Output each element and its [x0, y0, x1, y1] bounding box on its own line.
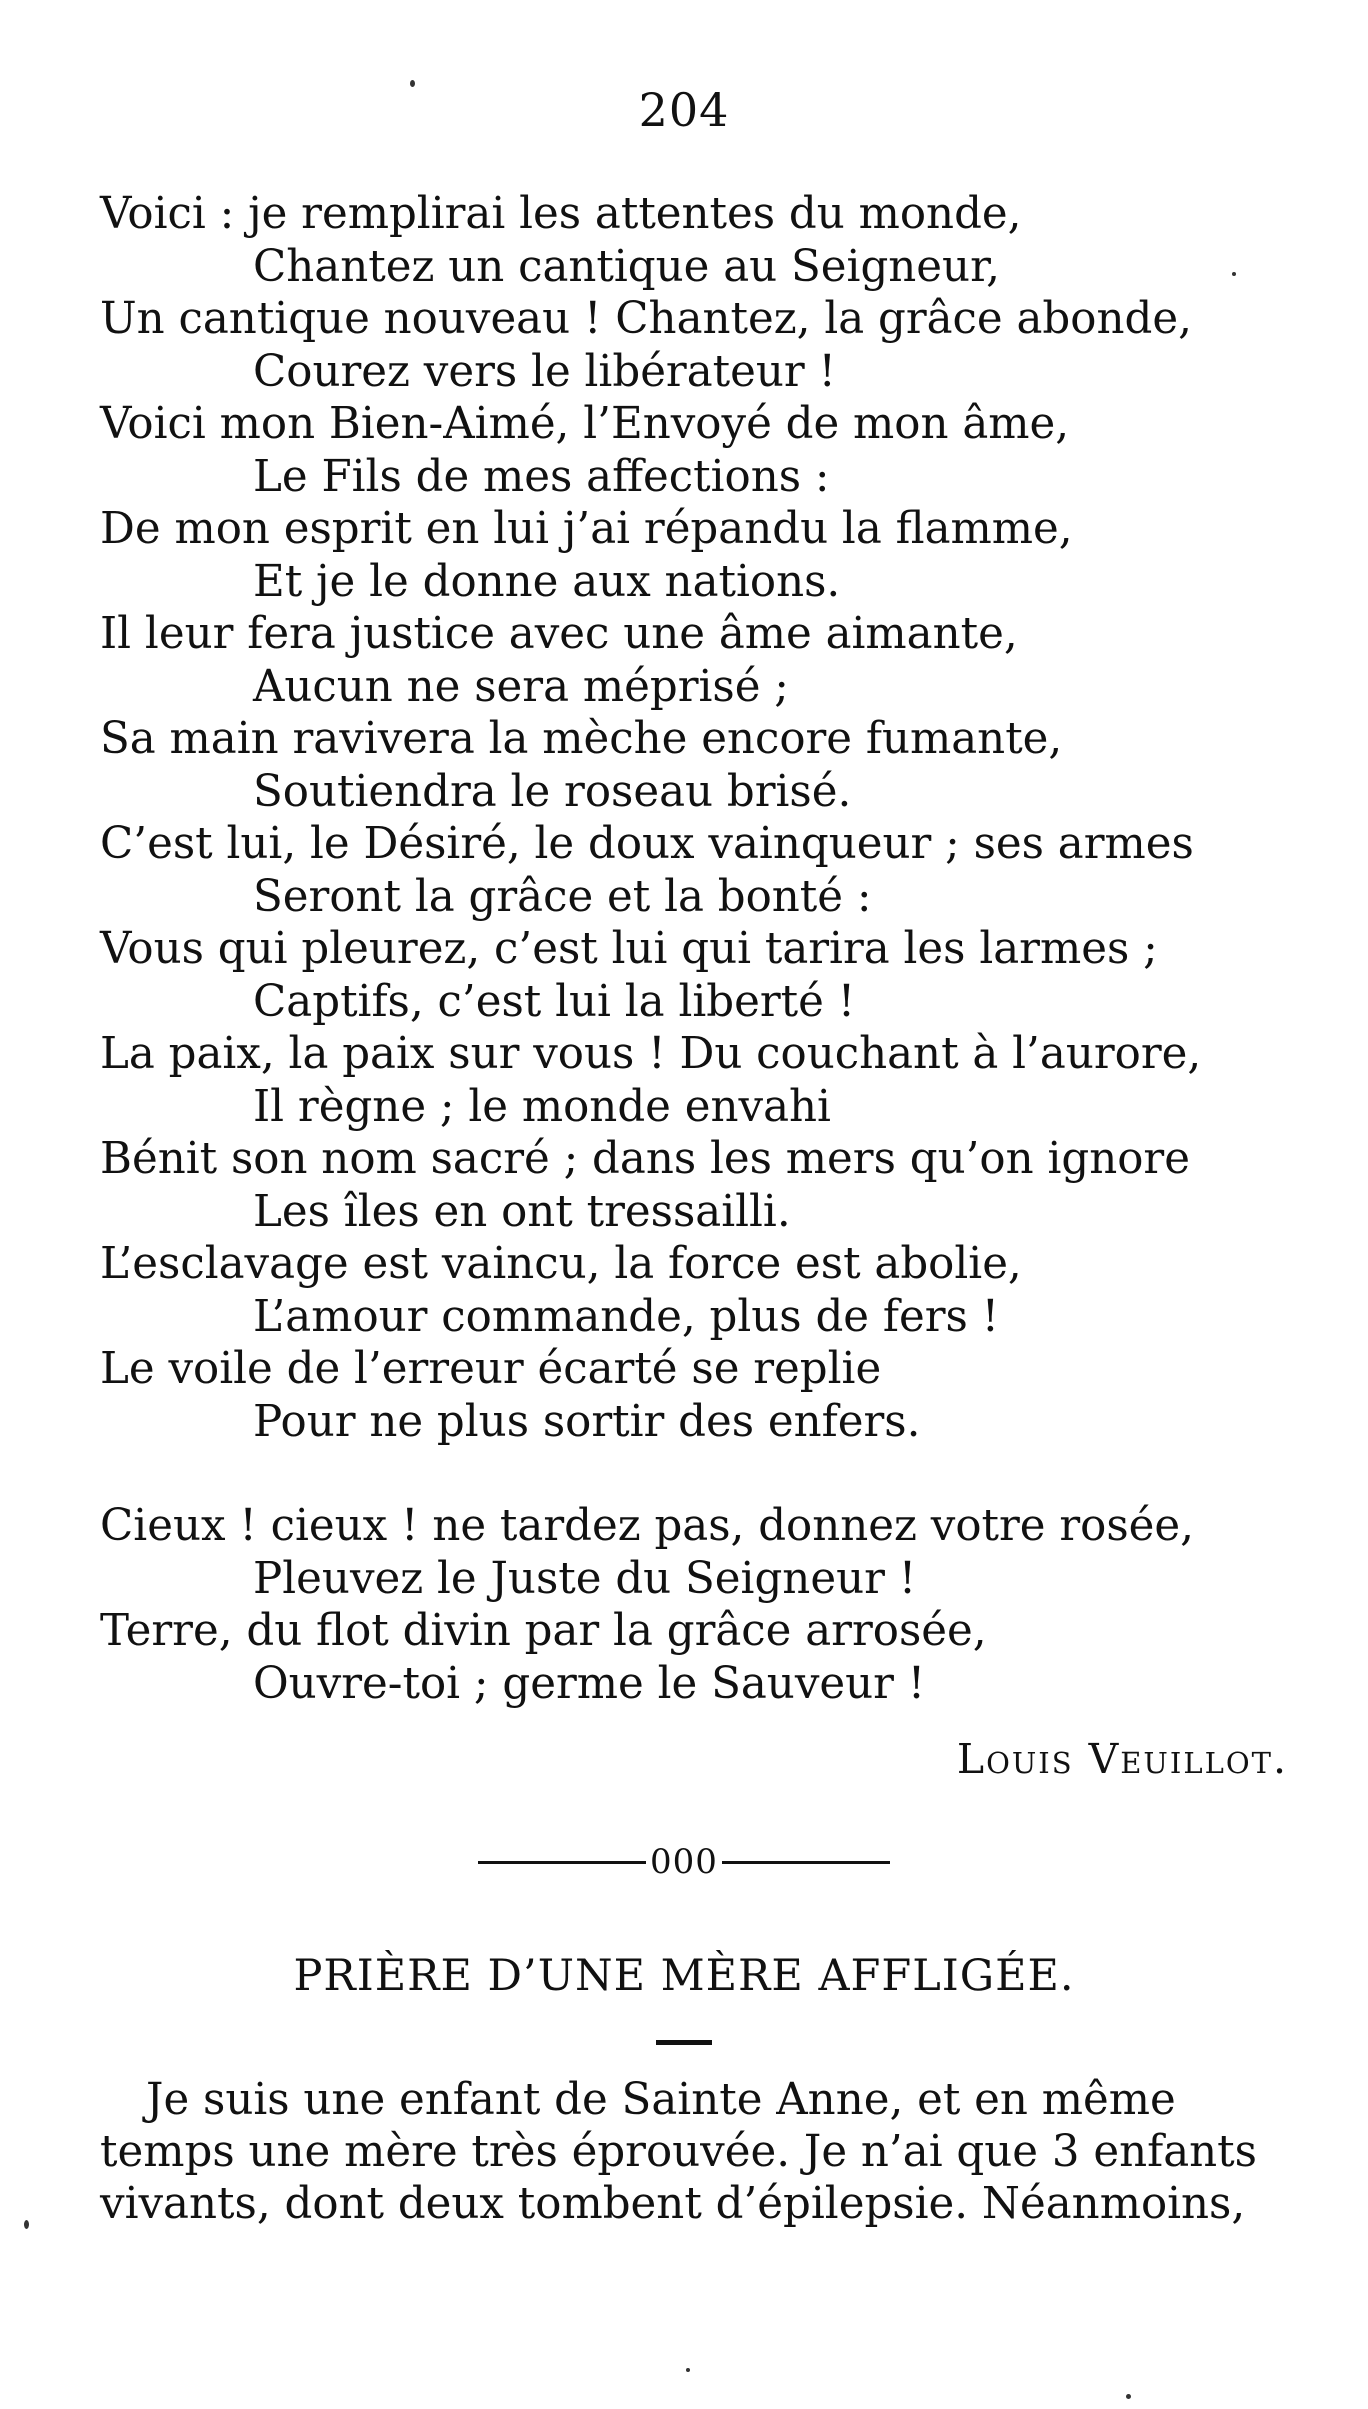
poem-line: Il leur fera justice avec une âme aimante, [100, 609, 1018, 659]
poem-line: Le Fils de mes affections : [253, 451, 830, 502]
poem-signature: Louis Veuillot. [956, 1735, 1288, 1783]
separator-rule-left [478, 1861, 646, 1864]
scan-speck [1126, 2394, 1131, 2399]
poem [100, 188, 1340, 1710]
prose-line: Je suis une enfant de Sainte Anne, et en même [146, 2075, 1176, 2125]
poem-line: C’est lui, le Désiré, le doux vainqueur ; ses armes [100, 819, 1194, 869]
poem-line: Le voile de l’erreur écarté se replie [100, 1344, 882, 1394]
poem-line: Pleuvez le Juste du Seigneur ! [253, 1553, 917, 1604]
poem-line: Pour ne plus sortir des enfers. [253, 1396, 921, 1447]
prose-line: vivants, dont deux tombent d’épilepsie. Néanmoins, [100, 2179, 1246, 2229]
title-underline [656, 2040, 712, 2045]
poem-line: Chantez un cantique au Seigneur, [253, 241, 1000, 292]
section-separator [0, 1842, 1368, 1882]
section-title: PRIÈRE D’UNE MÈRE AFFLIGÉE. [293, 1951, 1075, 2001]
scan-speck [1232, 272, 1236, 276]
poem-line: Il règne ; le monde envahi [253, 1081, 831, 1132]
poem-line: Vous qui pleurez, c’est lui qui tarira les larmes ; [100, 924, 1158, 974]
poem-line: Captifs, c’est lui la liberté ! [253, 976, 856, 1027]
poem-line: La paix, la paix sur vous ! Du couchant à l’aurore, [100, 1029, 1202, 1079]
separator-mark: 000 [650, 1842, 718, 1882]
page-number: 204 [638, 83, 730, 137]
prose-line: temps une mère très éprouvée. Je n’ai que 3 enfants [100, 2127, 1257, 2177]
poem-line: Cieux ! cieux ! ne tardez pas, donnez votre rosée, [100, 1501, 1194, 1551]
stanza-gap [100, 1448, 1340, 1500]
scan-speck [686, 2368, 690, 2372]
poem-line: Voici mon Bien-Aimé, l’Envoyé de mon âme, [100, 399, 1070, 449]
poem-line: L’amour commande, plus de fers ! [253, 1291, 1000, 1342]
poem-line: Bénit son nom sacré ; dans les mers qu’on ignore [100, 1134, 1190, 1184]
poem-line: Aucun ne sera méprisé ; [253, 661, 789, 712]
poem-line: Seront la grâce et la bonté : [253, 871, 872, 922]
poem-line: Voici : je remplirai les attentes du monde, [100, 189, 1022, 239]
poem-line: Courez vers le libérateur ! [253, 346, 837, 397]
poem-line: Sa main ravivera la mèche encore fumante, [100, 714, 1063, 764]
poem-line: L’esclavage est vaincu, la force est abolie, [100, 1239, 1022, 1289]
poem-line: Ouvre-toi ; germe le Sauveur ! [253, 1658, 926, 1709]
poem-line: Terre, du flot divin par la grâce arrosée, [100, 1606, 987, 1656]
poem-line: De mon esprit en lui j’ai répandu la flamme, [100, 504, 1073, 554]
scan-speck [410, 80, 415, 87]
separator-rule-right [722, 1861, 890, 1864]
prose-paragraph [100, 2074, 1324, 2230]
poem-line: Les îles en ont tressailli. [253, 1186, 791, 1237]
poem-line: Soutiendra le roseau brisé. [253, 766, 852, 817]
poem-line: Un cantique nouveau ! Chantez, la grâce abonde, [100, 294, 1192, 344]
poem-line: Et je le donne aux nations. [253, 556, 841, 607]
scan-speck [24, 2220, 29, 2229]
